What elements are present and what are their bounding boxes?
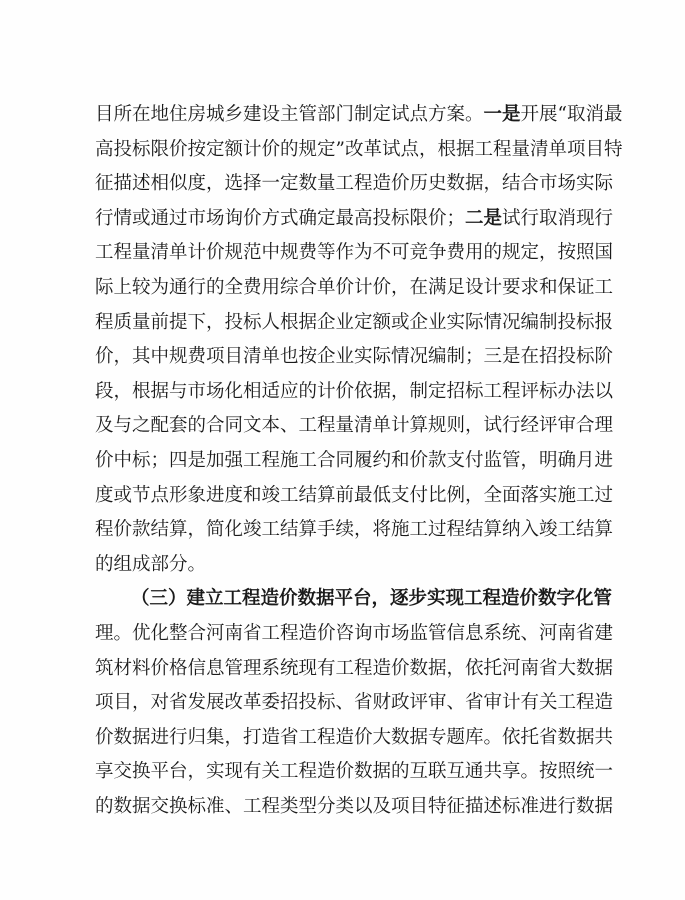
text-line: 高投标限价按定额计价的规定”改革试点，根据工程量清单项目特	[95, 138, 623, 160]
text-line-1: 目所在地住房城乡建设主管部门制定试点方案。一是开展“取消最	[95, 104, 623, 125]
text-line: 程质量前提下，投标人根据企业定额或企业实际情况编制投标报	[95, 311, 614, 333]
section-heading-line: （三）建立工程造价数据平台，逐步实现工程造价数字化管	[131, 588, 613, 610]
text-line: 程价款结算，简化竣工结算手续，将施工过程结算纳入竣工结算	[95, 519, 614, 541]
text-line: 价中标；四是加强工程施工合同履约和价款支付监管，明确月进	[95, 449, 614, 471]
text-line: 及与之配套的合同文本、工程量清单计算规则，试行经评审合理	[95, 415, 614, 437]
document-body	[95, 98, 623, 824]
text-line: 的数据交换标准、工程类型分类以及项目特征描述标准进行数据	[95, 795, 614, 817]
text-line: 筑材料价格信息管理系统现有工程造价数据，依托河南省大数据	[95, 657, 614, 679]
text-line: 际上较为通行的全费用综合单价计价，在满足设计要求和保证工	[95, 276, 614, 298]
text-line: 项目，对省发展改革委招投标、省财政评审、省审计有关工程造	[95, 692, 614, 714]
text-line: 价，其中规费项目清单也按企业实际情况编制；三是在招投标阶	[95, 346, 614, 368]
text-line: 享交换平台，实现有关工程造价数据的互联互通共享。按照统一	[95, 761, 614, 783]
bold-marker-two: 二是	[465, 207, 503, 229]
text-line: 价数据进行归集，打造省工程造价大数据专题库。依托省数据共	[95, 726, 614, 748]
bold-marker-one: 一是	[483, 104, 521, 125]
text-line-4: 行情或通过市场询价方式确定最高投标限价；二是试行取消现行	[95, 207, 614, 229]
text-line: 征描述相似度，选择一定数量工程造价历史数据，结合市场实际	[95, 173, 614, 195]
text-line: 的组成部分。	[95, 553, 207, 575]
text-line: 度或节点形象进度和竣工结算前最低支付比例，全面落实施工过	[95, 484, 614, 506]
text-line: 段，根据与市场化相适应的计价依据，制定招标工程评标办法以	[95, 380, 614, 402]
text-line: 理。优化整合河南省工程造价咨询市场监管信息系统、河南省建	[95, 622, 614, 644]
text-line: 工程量清单计价规范中规费等作为不可竞争费用的规定，按照国	[95, 242, 614, 264]
